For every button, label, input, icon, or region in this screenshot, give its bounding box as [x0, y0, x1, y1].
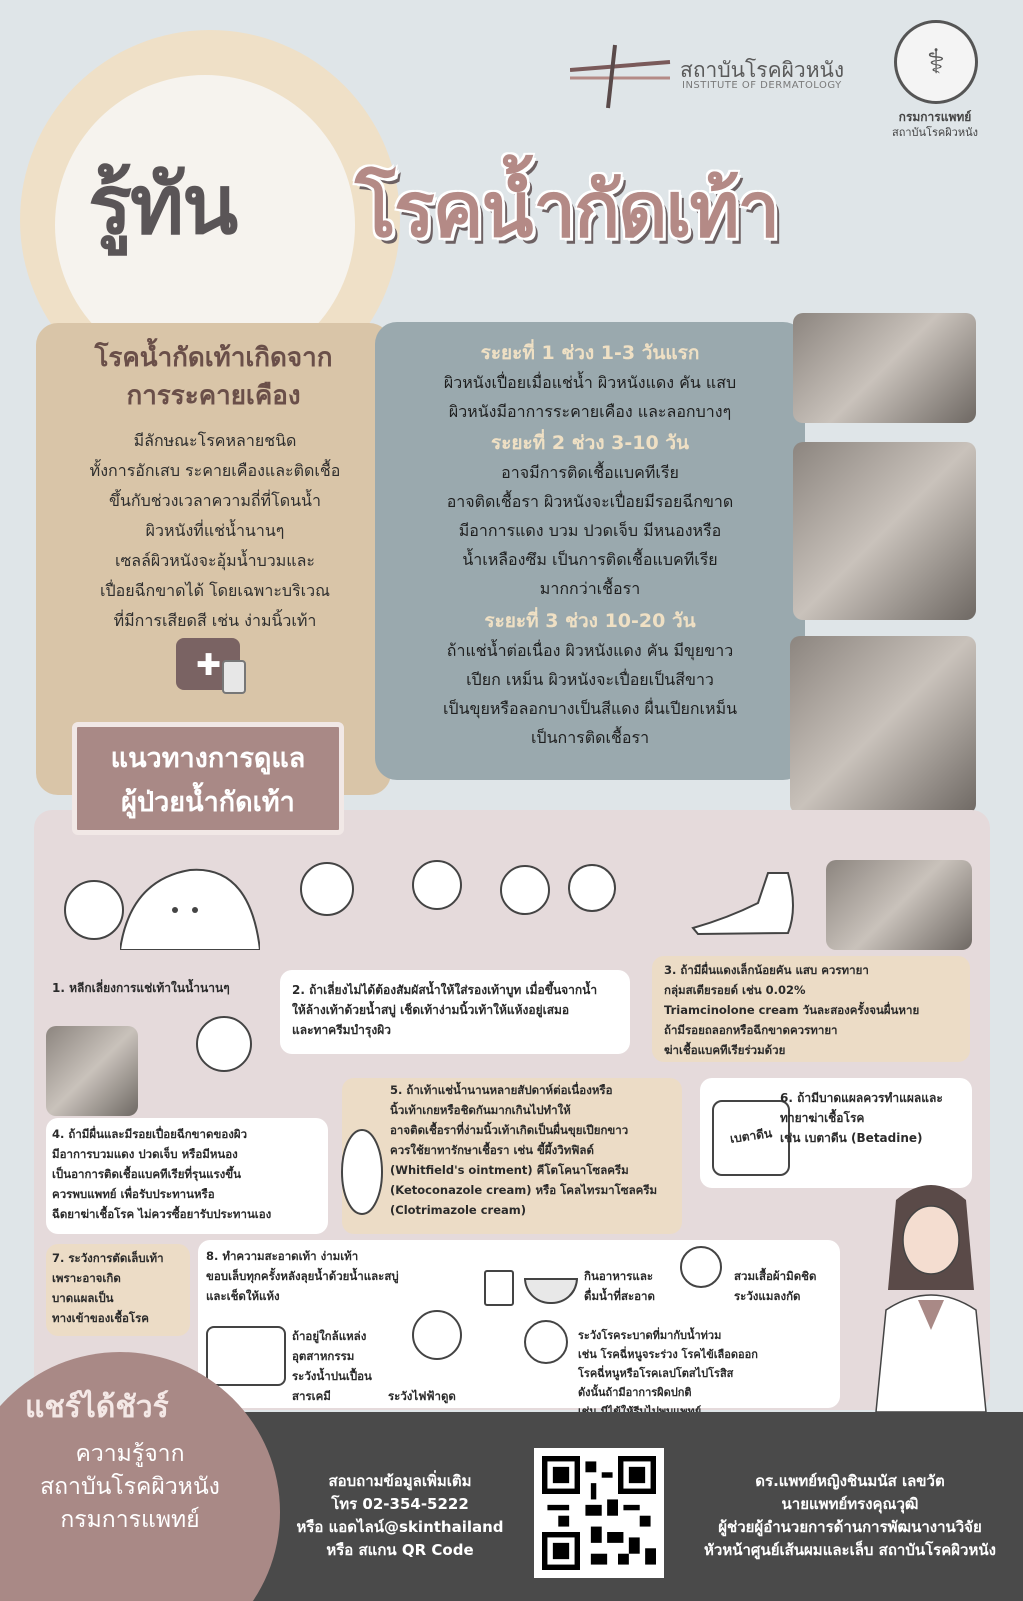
tip-6: [780, 1088, 970, 1148]
institute-name-thai: สถาบันโรคผิวหนัง: [680, 58, 845, 82]
department-label: [880, 110, 990, 140]
author-line: หัวหน้าศูนย์เส้นผมและเล็บ สถาบันโรคผิวหนัง: [704, 1541, 996, 1559]
department-line-1: กรมการแพทย์: [898, 110, 972, 124]
cause-title-line-1: โรคน้ำกัดเท้าเกิดจาก: [94, 343, 333, 373]
stage-line: อาจติดเชื้อรา ผิวหนังจะเปื่อยมีรอยฉีกขาด: [446, 492, 734, 511]
stage-3-heading: ระยะที่ 3 ช่วง 10-20 วัน: [484, 610, 696, 632]
cause-line: มีลักษณะโรคหลายชนิด: [133, 431, 297, 450]
contact-info: [288, 1470, 512, 1562]
cause-title-line-2: การระคายเคือง: [126, 380, 301, 411]
stage-line: เป็นการติดเชื้อรา: [530, 728, 650, 747]
tip-line: (Whitfield's ointment) คีโตโคนาโซลครีม: [390, 1163, 629, 1177]
electric-tip: ระวังไฟฟ้าดูด: [388, 1389, 456, 1403]
tip-line: นิ้วเท้าเกยหรือชิดกันมากเกินไปทำให้: [390, 1103, 571, 1117]
tip-line: ถ้าอยู่ใกล้แหล่ง: [292, 1329, 367, 1343]
foot-infection-photo: [46, 1026, 138, 1116]
boy-drying-icon: [500, 865, 550, 915]
stage-line: มีอาการแดง บวม ปวดเจ็บ มีหนองหรือ: [458, 521, 722, 540]
cause-line: เปื่อยฉีกขาดได้ โดยเฉพาะบริเวณ: [100, 581, 330, 600]
ministry-seal-icon: ⚕: [894, 20, 978, 104]
tip-1: 1. หลีกเลี่ยงการแช่เท้าในน้ำนานๆ: [52, 981, 230, 995]
tip-line: ดื่มน้ำที่สะอาด: [584, 1289, 655, 1303]
tip-line: ระวังแมลงกัด: [734, 1289, 801, 1303]
contact-line: สอบถามข้อมูลเพิ่มเติม: [328, 1472, 472, 1490]
glass-icon: [484, 1270, 514, 1306]
tip-line: ดังนั้นถ้ามีอาการผิดปกติ: [578, 1386, 692, 1399]
tip-line: 5. ถ้าเท้าแช่น้ำนานหลายสัปดาห์ต่อเนื่องหรือ: [390, 1083, 613, 1097]
tip-line: 8. ทำความสะอาดเท้า ง่ามเท้า: [206, 1249, 359, 1263]
stage-line: ผิวหนังมีอาการระคายเคือง และลอกบางๆ: [448, 402, 732, 421]
tip-3: [664, 960, 974, 1060]
institute-name-english: INSTITUTE OF DERMATOLOGY: [682, 80, 842, 91]
tip-7: [52, 1248, 192, 1328]
boy-icon: [300, 862, 354, 916]
stage-1-heading: ระยะที่ 1 ช่วง 1-3 วันแรก: [480, 342, 700, 364]
cause-line: เซลล์ผิวหนังจะอุ้มน้ำบวมและ: [114, 551, 316, 570]
tip-line: ฆ่าเชื้อแบคทีเรียร่วมด้วย: [664, 1043, 786, 1057]
tip-line: ควรใช้ยาทารักษาเชื้อรา เช่น ขี้ผึ้งวิทฟิลด์: [390, 1143, 594, 1157]
tip-line: (Clotrimazole cream): [390, 1203, 527, 1217]
contact-line-id[interactable]: หรือ แอดไลน์@skinthailand: [296, 1518, 504, 1536]
author-line: ผู้ช่วยผู้อำนวยการด้านการพัฒนางานวิจัย: [718, 1518, 982, 1536]
wave-icon: [120, 860, 260, 950]
tip-line: เช่น โรคฉี่หนูจระร่วง โรคไข้เลือดออก: [578, 1348, 758, 1361]
tip-line: ระวังโรคระบาดที่มากับน้ำท่วม: [578, 1329, 722, 1342]
qr-code-icon: [542, 1456, 656, 1570]
tip-line: เช่น เบตาดีน (Betadine): [780, 1131, 923, 1145]
stage-3-photo: [790, 636, 976, 814]
author-info: [680, 1470, 1020, 1562]
tip-line: ควรพบแพทย์ เพื่อรับประทานหรือ: [52, 1187, 215, 1201]
stage-2-photo: [793, 442, 976, 620]
tip-8: [206, 1246, 496, 1306]
clothes-tip: [734, 1266, 838, 1306]
tip-line: ฉีดยาฆ่าเชื้อโรค ไม่ควรซื้อยารับประทานเอง: [52, 1207, 272, 1221]
author-line: ดร.แพทย์หญิงชินมนัส เลขวัต: [755, 1472, 945, 1490]
tip-line: และทาครีมบำรุงผิว: [292, 1023, 391, 1037]
tip-line: ทางเข้าของเชื้อโรค: [52, 1311, 149, 1325]
stage-1-photo: [793, 313, 976, 423]
cause-line: ที่มีการเสียดสี เช่น ง่ามนิ้วเท้า: [113, 611, 317, 630]
stage-line: เปียก เหม็น ผิวหนังจะเปื่อยเป็นสีขาว: [466, 670, 714, 689]
share-line: ความรู้จาก: [75, 1441, 185, 1467]
share-title: แชร์ได้ชัวร์: [25, 1390, 169, 1425]
contact-line: หรือ สแกน QR Code: [326, 1541, 474, 1559]
stage-line: ถ้าแช่น้ำต่อเนื่อง ผิวหนังแดง คัน มีขุยขาว: [446, 641, 734, 660]
stage-3-text: [375, 636, 805, 752]
tip-line: โรคฉี่หนูหรือโรคเลปโตสไปโรสิส: [578, 1367, 734, 1380]
boy-cream-icon: [568, 864, 616, 912]
tip-4: [52, 1124, 332, 1224]
boy-washing-icon: [412, 860, 462, 910]
care-heading-line-1: แนวทางการดูแล: [110, 743, 306, 774]
tip-line: ทายาฆ่าเชื้อโรค: [780, 1111, 865, 1125]
tip-line: อาจติดเชื้อราที่ง่ามนิ้วเท้าเกิดเป็นผื่นขุยเปียกขาว: [390, 1123, 629, 1137]
tip-line: ขอบเล็บทุกครั้งหลังลุยน้ำด้วยน้ำและสบู่: [206, 1269, 399, 1283]
tip-line: ถ้ามีรอยถลอกหรือฉีกขาดควรทายา: [664, 1023, 838, 1037]
food-tip: [584, 1266, 684, 1306]
tip-line: สวมเสื้อผ้ามิดชิด: [734, 1269, 817, 1283]
tip-5: [390, 1080, 686, 1220]
tip-line: บาดแผลเป็น: [52, 1291, 114, 1305]
flood-runner-icon: [64, 880, 124, 940]
betadine-label: เบตาดีน: [729, 1126, 773, 1146]
share-line: กรมการแพทย์: [60, 1507, 200, 1533]
chemical-tip: [292, 1326, 402, 1406]
disease-tip: [578, 1326, 840, 1421]
tip-line: กลุ่มสเตียรอยด์ เช่น 0.02%: [664, 983, 806, 997]
care-guidelines-heading: [72, 722, 344, 835]
doctor-boy-icon: [524, 1320, 568, 1364]
share-line: สถาบันโรคผิวหนัง: [40, 1474, 220, 1500]
tip-line: เพราะอาจเกิด: [52, 1271, 121, 1285]
foot-sole-icon: [336, 1112, 388, 1216]
stage-2-text: [375, 458, 805, 603]
stage-line: น้ำเหลืองซึม เป็นการติดเชื้อแบคทีเรีย: [462, 550, 718, 569]
tip-line: 7. ระวังการตัดเล็บเท้า: [52, 1251, 164, 1265]
cause-line: ผิวหนังที่แช่น้ำนานๆ: [145, 521, 285, 540]
page-title-part-2: โรคน้ำกัดเท้า: [355, 165, 779, 254]
tip-line: อุตสาหกรรม: [292, 1349, 355, 1363]
medicine-jar-icon: [222, 660, 246, 694]
doctor-illustration-icon: [856, 1180, 1006, 1412]
tip-line: มีอาการบวมแดง ปวดเจ็บ หรือมีหนอง: [52, 1147, 238, 1161]
tip-line: 4. ถ้ามีผื่นและมีรอยเปื่อยฉีกขาดของผิว: [52, 1127, 248, 1141]
qr-code[interactable]: [534, 1448, 664, 1578]
cause-line: ขึ้นกับช่วงเวลาความถี่ที่โดนน้ำ: [109, 491, 321, 510]
electric-shock-icon: [412, 1310, 462, 1360]
stage-line: ผิวหนังเปื่อยเมื่อแช่น้ำ ผิวหนังแดง คัน แสบ: [443, 373, 737, 392]
stage-line: อาจมีการติดเชื้อแบคทีเรีย: [501, 463, 679, 482]
stage-line: เป็นขุยหรือลอกบางเป็นสีแดง ผื่นเปียกเหม็น: [442, 699, 738, 718]
share-text: [10, 1438, 250, 1537]
tip-line: กินอาหารและ: [584, 1269, 654, 1283]
tip-line: สารเคมี: [292, 1389, 331, 1403]
department-line-2: สถาบันโรคผิวหนัง: [892, 125, 978, 139]
tip-line: 3. ถ้ามีผื่นแดงเล็กน้อยคัน แสบ ควรทายา: [664, 963, 869, 977]
cause-description: [40, 426, 390, 636]
medical-cross-icon: ✚: [196, 648, 222, 683]
tip-line: Triamcinolone cream วันละสองครั้งจนผื่นหาย: [664, 1003, 920, 1017]
chemical-flask-icon: [206, 1326, 286, 1386]
tip-line: และเช็ดให้แห้ง: [206, 1289, 280, 1303]
tip-line: ระวังน้ำปนเปื้อน: [292, 1369, 372, 1383]
crying-boy-icon: [196, 1016, 252, 1072]
stage-line: มากกว่าเชื้อรา: [539, 579, 641, 598]
stage-1-text: [375, 368, 805, 426]
contact-phone[interactable]: โทร 02-354-5222: [331, 1495, 469, 1513]
toe-rash-photo: [826, 860, 972, 950]
tip-line: (Ketoconazole cream) หรือ โคลไทรมาโซลครีม: [390, 1183, 658, 1197]
care-heading-line-2: ผู้ป่วยน้ำกัดเท้า: [121, 787, 295, 818]
foot-outline-icon: [688, 868, 808, 938]
cause-line: ทั้งการอักเสบ ระคายเคืองและติดเชื้อ: [89, 461, 341, 480]
tip-2: [292, 980, 632, 1040]
tip-line: ให้ล้างเท้าด้วยน้ำสบู่ เช็ดเท้าง่ามนิ้วเท้าให้แห้งอยู่เสมอ: [292, 1003, 570, 1017]
tip-line: เป็นอาการติดเชื้อแบคทีเรียที่รุนแรงขึ้น: [52, 1167, 242, 1181]
boy-clothes-icon: [680, 1246, 722, 1288]
tip-line: 2. ถ้าเลี่ยงไม่ได้ต้องสัมผัสน้ำให้ใส่รองเท้าบูท เมื่อขึ้นจากน้ำ: [292, 983, 598, 997]
cause-title: [36, 340, 391, 415]
tip-line: 6. ถ้ามีบาดแผลควรทำแผลและ: [780, 1091, 943, 1105]
page-title-part-1: รู้ทัน: [88, 158, 237, 253]
stage-2-heading: ระยะที่ 2 ช่วง 3-10 วัน: [491, 432, 689, 454]
author-line: นายแพทย์ทรงคุณวุฒิ: [781, 1495, 919, 1513]
